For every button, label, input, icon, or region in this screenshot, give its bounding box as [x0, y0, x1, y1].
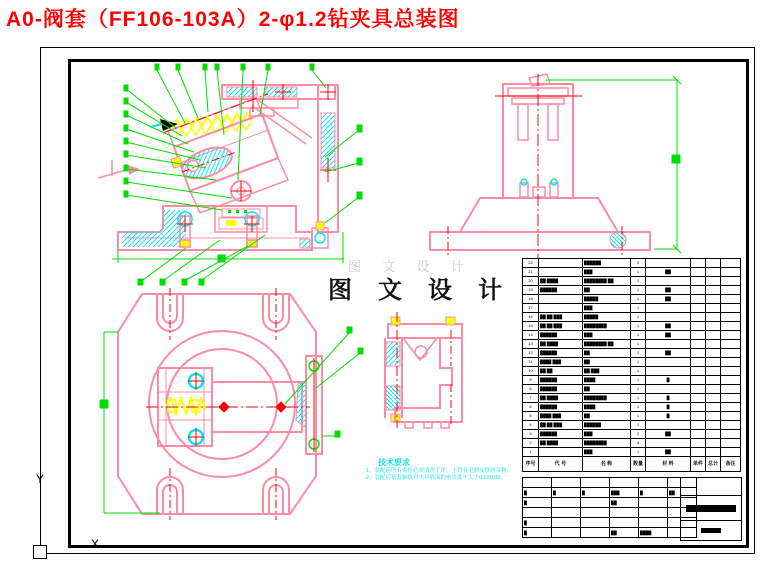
bom-cell-mat [646, 358, 691, 367]
side-view [430, 74, 650, 250]
bom-cell-qty: 1 [631, 358, 646, 367]
bom-cell-name: ████ [583, 376, 631, 385]
detail-view-centerlines [397, 312, 451, 428]
bom-header-w1: 单件 [691, 457, 706, 472]
bom-cell-name: ███ [583, 304, 631, 313]
bom-cell-w2 [706, 403, 721, 412]
bom-cell-code [539, 295, 583, 304]
side-view-dimensions [546, 76, 681, 253]
bom-cell-qty: 1 [631, 340, 646, 349]
bom-cell-note [721, 448, 741, 457]
bom-cell-code: ██████ [539, 286, 583, 295]
bom-cell-qty: 1 [631, 367, 646, 376]
bom-cell-mat: ██ [646, 430, 691, 439]
drawing-name-cell [681, 496, 741, 521]
bom-cell-w2 [706, 412, 721, 421]
bom-cell-w2 [706, 421, 721, 430]
bom-cell-w1 [691, 340, 706, 349]
bom-header-row [523, 457, 741, 472]
bom-header-code: 代 号 [539, 457, 583, 472]
bom-cell-name: ███ [583, 430, 631, 439]
bom-cell-w2 [706, 394, 721, 403]
bom-cell-seq: 6 [523, 403, 539, 412]
title-block-cell [639, 498, 668, 508]
bom-cell-note [721, 313, 741, 322]
bom-cell-name: ████ [583, 403, 631, 412]
bom-cell-w2 [706, 358, 721, 367]
ucs-y-label: Y [36, 472, 45, 486]
bom-cell-mat: ██ [646, 448, 691, 457]
bom-cell-qty: 1 [631, 421, 646, 430]
title-block-cell: █ [523, 518, 552, 528]
bom-cell-code: ██ ██ ███ [539, 322, 583, 331]
drawing-name-blob [686, 505, 736, 512]
bom-cell-note [721, 304, 741, 313]
bom-cell-seq: 13 [523, 340, 539, 349]
bom-cell-seq: 20 [523, 277, 539, 286]
bom-cell-name: ████████ [583, 439, 631, 448]
title-block-cell: ████ [639, 528, 668, 538]
title-block-cell [639, 508, 668, 518]
bom-cell-note [721, 295, 741, 304]
bom-header-seq: 序号 [523, 457, 539, 472]
title-block-cell-top [681, 478, 741, 496]
bom-cell-name: ████████ [583, 322, 631, 331]
bom-cell-seq: 1 [523, 448, 539, 457]
bom-cell-seq: 22 [523, 259, 539, 268]
bom-cell-w1 [691, 286, 706, 295]
bom-header-w2: 总计 [706, 457, 721, 472]
plan-view [118, 294, 322, 514]
bom-cell-name: ██ [583, 286, 631, 295]
bom-row [523, 304, 741, 313]
bom-cell-qty: 1 [631, 331, 646, 340]
bom-cell-mat: ██ [646, 322, 691, 331]
bom-cell-w1 [691, 403, 706, 412]
title-block-cell [552, 518, 581, 528]
bom-cell-w1 [691, 358, 706, 367]
bom-cell-note [721, 439, 741, 448]
bom-cell-mat [646, 421, 691, 430]
title-block-cell: ██ [610, 498, 639, 508]
bom-cell-seq: 4 [523, 421, 539, 430]
bom-cell-w2 [706, 367, 721, 376]
bom-cell-name: ███ [583, 331, 631, 340]
bom-cell-qty: 1 [631, 349, 646, 358]
bom-cell-code: ██████ [539, 376, 583, 385]
bom-cell-name: █████ [583, 295, 631, 304]
bom-cell-w1 [691, 331, 706, 340]
bom-cell-seq: 7 [523, 394, 539, 403]
notes-line-1: 1、装配前所有零件必须清洗干净，不得有毛刺及铁屑杂物； [366, 468, 513, 474]
bom-cell-w1 [691, 277, 706, 286]
bom-cell-code: ██████ [539, 349, 583, 358]
bom-cell-code: ██████ [539, 385, 583, 394]
title-block-cell [581, 518, 610, 528]
bom-cell-w2 [706, 385, 721, 394]
bom-cell-w1 [691, 295, 706, 304]
bom-cell-note [721, 286, 741, 295]
bom-cell-name: ███ [583, 268, 631, 277]
bom-cell-code [539, 304, 583, 313]
bom-row [523, 394, 741, 403]
bom-cell-w1 [691, 268, 706, 277]
bom-cell-qty: 4 [631, 439, 646, 448]
bom-cell-w2 [706, 376, 721, 385]
bom-cell-note [721, 367, 741, 376]
bom-cell-seq: 10 [523, 367, 539, 376]
title-block-row [523, 488, 697, 498]
bom-cell-code: ██ ████ [539, 394, 583, 403]
bom-cell-name: ██████ [583, 259, 631, 268]
page-title: A0-阀套（FF106-103A）2-φ1.2钻夹具总装图 [6, 8, 460, 31]
bom-cell-mat [646, 367, 691, 376]
bom-cell-seq: 15 [523, 322, 539, 331]
bom-cell-w2 [706, 430, 721, 439]
bom-cell-w1 [691, 412, 706, 421]
main-section-view [98, 85, 338, 250]
bom-row [523, 313, 741, 322]
bom-cell-code [539, 259, 583, 268]
bom-cell-mat [646, 277, 691, 286]
bom-cell-mat: ██ [646, 349, 691, 358]
title-block-cell [639, 478, 668, 488]
bom-cell-w1 [691, 349, 706, 358]
bom-cell-note [721, 349, 741, 358]
bom-cell-seq: 3 [523, 430, 539, 439]
bom-cell-code: ██ ██ ███ [539, 313, 583, 322]
title-block-cell [610, 508, 639, 518]
bom-cell-seq: 11 [523, 358, 539, 367]
bom-cell-w1 [691, 367, 706, 376]
bom-cell-code [539, 268, 583, 277]
bom-cell-code: ██████ [539, 331, 583, 340]
title-block-row [523, 478, 697, 488]
bom-cell-seq: 8 [523, 385, 539, 394]
title-block-cell [523, 508, 552, 518]
bom-cell-code: ██ ██ ███ [539, 421, 583, 430]
bom-header-note: 备注 [721, 457, 741, 472]
bom-cell-name: ██ [583, 412, 631, 421]
bom-row [523, 259, 741, 268]
bom-row [523, 358, 741, 367]
bom-cell-code: ██ ████ [539, 439, 583, 448]
bom-cell-mat: █ [646, 376, 691, 385]
bom-cell-w2 [706, 340, 721, 349]
bom-cell-qty: 1 [631, 376, 646, 385]
bom-cell-seq: 17 [523, 304, 539, 313]
bom-cell-qty: 1 [631, 394, 646, 403]
bom-cell-note [721, 376, 741, 385]
bom-cell-w1 [691, 394, 706, 403]
title-block-row [523, 528, 697, 538]
bom-cell-code: ██████ [539, 430, 583, 439]
bom-table [522, 258, 741, 472]
bom-row [523, 277, 741, 286]
bom-cell-note [721, 277, 741, 286]
title-block-cell [581, 528, 610, 538]
bom-cell-w2 [706, 277, 721, 286]
bom-cell-w2 [706, 322, 721, 331]
bom-cell-note [721, 412, 741, 421]
bom-cell-w2 [706, 268, 721, 277]
title-block-row [523, 508, 697, 518]
bom-row [523, 268, 741, 277]
bom-header-mat: 材 料 [646, 457, 691, 472]
bom-row [523, 412, 741, 421]
title-block-cell [552, 478, 581, 488]
bom-cell-mat [646, 385, 691, 394]
bom-cell-qty: 1 [631, 304, 646, 313]
drawing-number-blob [701, 528, 721, 533]
title-block-cell [610, 478, 639, 488]
bom-row [523, 322, 741, 331]
bom-row [523, 448, 741, 457]
bom-cell-qty: 1 [631, 385, 646, 394]
bom-row [523, 349, 741, 358]
bom-cell-note [721, 394, 741, 403]
bom-cell-code [539, 448, 583, 457]
bom-cell-w2 [706, 331, 721, 340]
title-block-cell [523, 478, 552, 488]
bom-row [523, 295, 741, 304]
title-block-cell [581, 508, 610, 518]
title-block-row [523, 518, 697, 528]
bom-cell-seq: 12 [523, 349, 539, 358]
bom-cell-mat [646, 439, 691, 448]
bom-cell-mat [646, 304, 691, 313]
technical-notes [366, 457, 522, 482]
bom-row [523, 286, 741, 295]
bom-cell-name: ██ [583, 358, 631, 367]
bom-cell-note [721, 322, 741, 331]
title-block-cell: █ [581, 488, 610, 498]
bom-cell-seq: 5 [523, 412, 539, 421]
bom-cell-w2 [706, 313, 721, 322]
title-block-cell [581, 478, 610, 488]
title-block-cell: ██ [668, 488, 697, 498]
bom-cell-w2 [706, 439, 721, 448]
bom-cell-note [721, 421, 741, 430]
title-block-cell: █ [523, 528, 552, 538]
bom-row [523, 421, 741, 430]
bom-cell-w1 [691, 385, 706, 394]
title-block-cell: █ [552, 488, 581, 498]
bom-cell-mat [646, 259, 691, 268]
bom-cell-code: ████ ███ [539, 412, 583, 421]
bom-cell-code: ██ ████ [539, 340, 583, 349]
bom-cell-w2 [706, 259, 721, 268]
bom-cell-name: ███ [583, 448, 631, 457]
title-block-cell: █ [523, 488, 552, 498]
bom-cell-seq: 14 [523, 331, 539, 340]
bom-cell-seq: 18 [523, 295, 539, 304]
title-block-cell [610, 518, 639, 528]
bom-cell-w1 [691, 304, 706, 313]
bom-cell-name: █████ [583, 313, 631, 322]
bom-cell-mat: █ [646, 403, 691, 412]
bom-cell-seq: 2 [523, 439, 539, 448]
notes-line-2: 2、装配后钻套轴线对夹具底面的垂直度不大于0.02/100。 [366, 475, 506, 481]
bom-cell-w1 [691, 313, 706, 322]
bom-cell-name: ██ [583, 385, 631, 394]
ucs-x-label: X [91, 537, 100, 551]
title-block-cell [552, 528, 581, 538]
bom-cell-note [721, 403, 741, 412]
bom-cell-mat: ██ [646, 331, 691, 340]
title-block-cell: ██ [610, 528, 639, 538]
bom-cell-code: ██ ████ [539, 277, 583, 286]
bom-cell-w2 [706, 295, 721, 304]
bom-cell-name: ██ ███ [583, 367, 631, 376]
bom-row [523, 367, 741, 376]
title-block-cell [639, 518, 668, 528]
bom-cell-note [721, 268, 741, 277]
bom-row [523, 403, 741, 412]
bom-cell-qty: 2 [631, 430, 646, 439]
bom-cell-code: ██████ [539, 403, 583, 412]
drawing-number-cell [681, 521, 741, 539]
bom-cell-seq: 16 [523, 313, 539, 322]
title-block [522, 477, 740, 539]
bom-cell-w1 [691, 430, 706, 439]
bom-cell-note [721, 340, 741, 349]
bom-header-name: 名 称 [583, 457, 631, 472]
bom-cell-w2 [706, 304, 721, 313]
bom-cell-qty: 1 [631, 412, 646, 421]
bom-cell-name: ██████ [583, 421, 631, 430]
plan-view-dimensions [100, 279, 363, 513]
bom-cell-qty: 1 [631, 277, 646, 286]
bom-cell-name: ████████ ██ [583, 340, 631, 349]
side-view-centerlines [448, 74, 622, 258]
bom-cell-note [721, 430, 741, 439]
bom-cell-w1 [691, 376, 706, 385]
bom-cell-w1 [691, 448, 706, 457]
bom-cell-w1 [691, 259, 706, 268]
notes-title: 技术要求 [378, 458, 410, 467]
watermark-text: 图 文 设 计 [328, 278, 512, 304]
bom-cell-w2 [706, 349, 721, 358]
bom-row [523, 430, 741, 439]
bom-cell-note [721, 331, 741, 340]
bom-cell-note [721, 358, 741, 367]
bom-cell-mat: ██ [646, 295, 691, 304]
bom-cell-code: ████ ███ [539, 358, 583, 367]
bom-cell-note [721, 385, 741, 394]
bom-cell-code: ██ ██ [539, 367, 583, 376]
title-block-row [523, 498, 697, 508]
bom-cell-w1 [691, 421, 706, 430]
bom-row [523, 385, 741, 394]
bom-cell-w2 [706, 286, 721, 295]
title-block-cell [552, 498, 581, 508]
bom-header-qty: 数量 [631, 457, 646, 472]
bom-row [523, 331, 741, 340]
bom-cell-mat [646, 313, 691, 322]
bom-cell-seq: 21 [523, 268, 539, 277]
bom-cell-qty: 1 [631, 322, 646, 331]
title-block-cell: █ [639, 488, 668, 498]
bom-row [523, 439, 741, 448]
title-block-cell: ███ [610, 488, 639, 498]
bom-cell-name: ██ [583, 349, 631, 358]
bom-cell-name: ████████ ██ [583, 277, 631, 286]
bom-cell-mat: █ [646, 394, 691, 403]
bom-cell-w2 [706, 448, 721, 457]
title-block-cell [552, 508, 581, 518]
bom-cell-qty: 1 [631, 313, 646, 322]
bom-cell-qty: 2 [631, 259, 646, 268]
watermark-ghost: 图 文 设 计 [348, 259, 473, 274]
bom-cell-mat: █ [646, 412, 691, 421]
title-block-grid [522, 477, 697, 538]
title-block-cell [581, 498, 610, 508]
bom-cell-qty: 1 [631, 448, 646, 457]
bom-row [523, 340, 741, 349]
bom-cell-qty: 1 [631, 286, 646, 295]
bom-cell-qty: 1 [631, 268, 646, 277]
title-block-right [680, 477, 742, 541]
bom-cell-name: ████████ [583, 394, 631, 403]
bom-cell-w1 [691, 439, 706, 448]
bom-cell-w1 [691, 322, 706, 331]
bom-cell-mat [646, 340, 691, 349]
bom-cell-mat: ██ [646, 268, 691, 277]
bom-row [523, 376, 741, 385]
title-block-cell: █ [523, 498, 552, 508]
bom-cell-seq: 19 [523, 286, 539, 295]
bom-cell-mat: ██ [646, 286, 691, 295]
bom-cell-qty: 1 [631, 295, 646, 304]
bom-cell-qty: 1 [631, 403, 646, 412]
bom-cell-seq: 9 [523, 376, 539, 385]
bom-cell-note [721, 259, 741, 268]
